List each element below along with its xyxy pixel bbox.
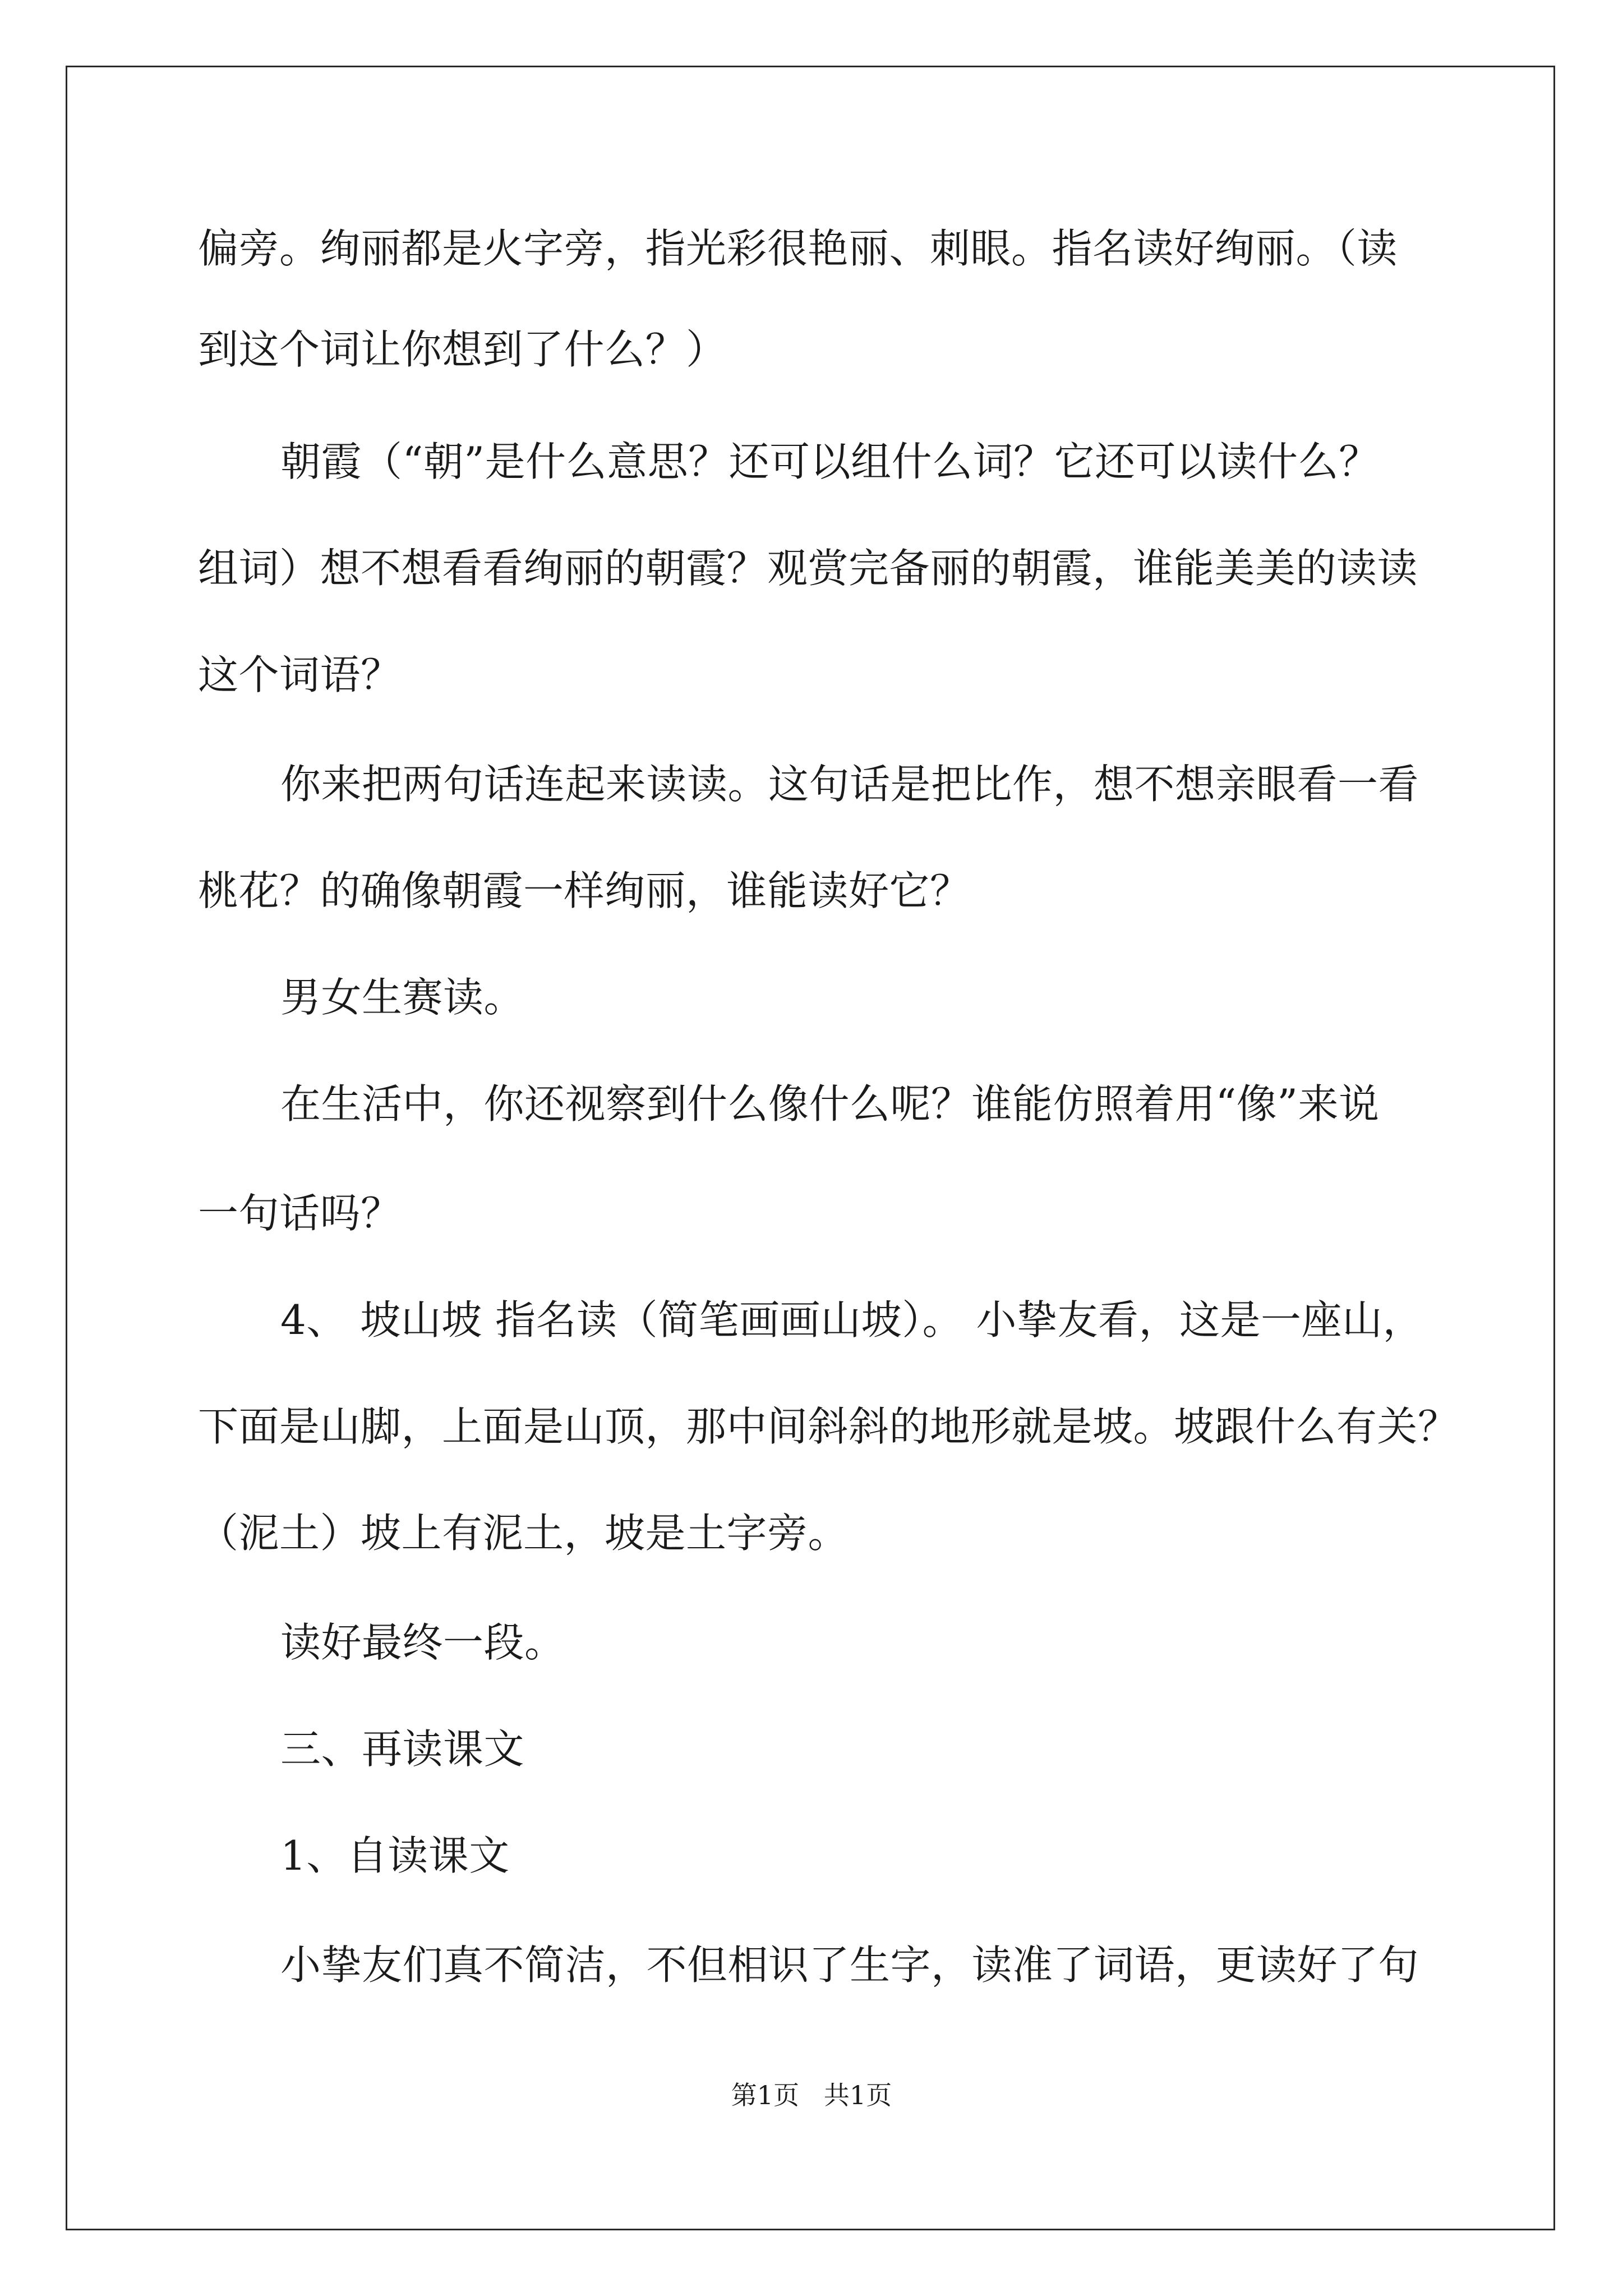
text-line-3: 朝霞（“朝”是什么意思？还可以组什么词？它还可以读什么？ [280,438,1380,485]
text-line-1: 偏旁。绚丽都是火字旁，指光彩很艳丽、刺眼。指名读好绚丽。（读 [198,225,1398,272]
text-line-8: 男女生赛读。 [280,974,525,1021]
text-line-15: 三、再读课文 [280,1726,525,1773]
text-line-12: 下面是山脚，上面是山顶，那中间斜斜的地形就是坡。坡跟什么有关？ [198,1403,1459,1450]
text-line-6: 你来把两句话连起来读读。这句话是把比作，想不想亲眼看一看 [280,761,1419,808]
text-line-5: 这个词语？ [198,651,402,698]
text-line-16: 1、自读课文 [280,1832,510,1879]
text-line-11: 4、 坡山坡 指名读（简笔画画山坡）。 小挚友看，这是一座山， [280,1296,1423,1343]
page-border [66,66,1555,2230]
text-line-2: 到这个词让你想到了什么？） [198,326,727,373]
text-line-13: （泥土）坡上有泥土，坡是土字旁。 [198,1510,849,1557]
page-footer: 第1页 共1页 [731,2080,892,2110]
text-line-4: 组词）想不想看看绚丽的朝霞？观赏完备丽的朝霞，谁能美美的读读 [198,545,1418,592]
text-line-17: 小挚友们真不简洁，不但相识了生字，读准了词语，更读好了句 [280,1941,1419,1989]
text-line-14: 读好最终一段。 [280,1619,565,1666]
text-line-9: 在生活中，你还视察到什么像什么呢？谁能仿照着用“像”来说 [280,1080,1380,1128]
text-line-7: 桃花？的确像朝霞一样绚丽，谁能读好它？ [198,867,971,914]
text-line-10: 一句话吗？ [198,1190,402,1237]
